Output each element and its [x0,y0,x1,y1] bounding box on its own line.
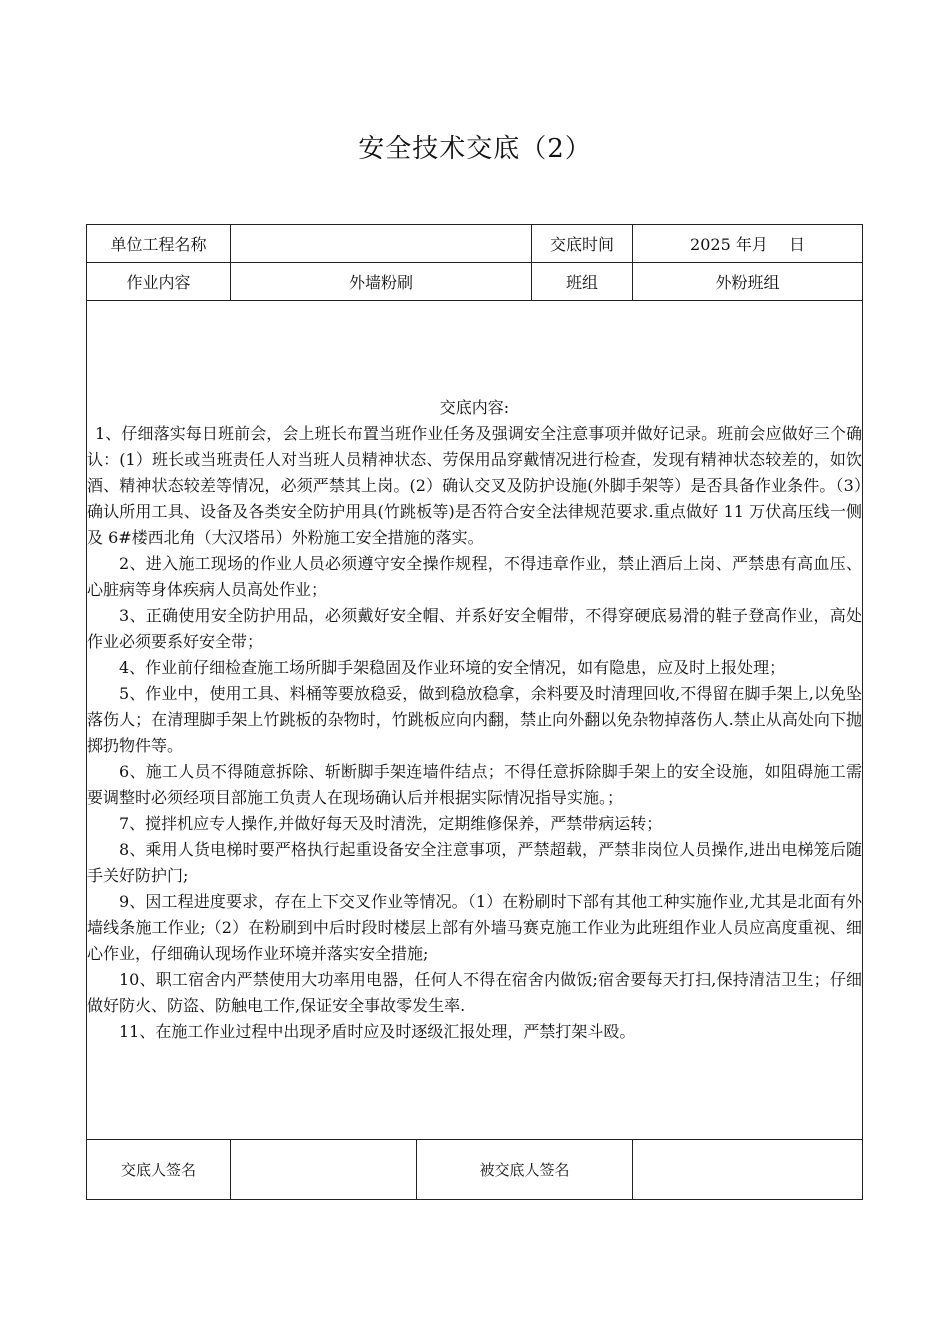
content-row [87,301,863,1140]
team-label: 班组 [532,263,633,301]
safety-briefing-form [86,224,863,1200]
content-item-10: 10、职工宿舍内严禁使用大功率用电器，任何人不得在宿舍内做饭;宿舍要每天打扫,保持清洁卫生；仔细做好防火、防盗、防触电工作,保证安全事故零发生率. [87,970,862,1015]
content-item-9: 9、因工程进度要求，存在上下交叉作业等情况。（1）在粉刷时下部有其他工种实施作业,尤其是北面有外墙线条施工作业;（2）在粉刷到中后时段时楼层上部有外墙马赛克施工作业为此班组作业人员应高度重视、细心作业，仔细确认现场作业环境并落实安全措施; [87,892,862,963]
header-row-1 [87,225,863,263]
briefing-content [87,301,863,1140]
content-item-11: 11、在施工作业过程中出现矛盾时应及时逐级汇报处理，严禁打架斗殴。 [119,1022,636,1041]
work-content-field[interactable]: 外墙粉刷 [231,263,532,301]
content-item-2: 2、进入施工现场的作业人员必须遵守安全操作规程，不得违章作业，禁止酒后上岗、严禁患有高血压、心脏病等身体疾病人员高处作业； [87,554,862,599]
work-content-label: 作业内容 [87,263,231,301]
giver-signature-label: 交底人签名 [87,1140,231,1200]
briefing-time-label: 交底时间 [532,225,633,263]
unit-name-field[interactable] [231,225,532,263]
content-item-8: 8、乘用人货电梯时要严格执行起重设备安全注意事项，严禁超载，严禁非岗位人员操作,进出电梯笼后随手关好防护门; [87,840,862,885]
content-item-5: 5、作业中，使用工具、料桶等要放稳妥，做到稳放稳拿，余料要及时清理回收,不得留在脚手架上,以免坠落伤人；在清理脚手架上竹跳板的杂物时，竹跳板应向内翻，禁止向外翻以免杂物掉落伤人.禁止从高处向下抛掷扔物件等。 [87,684,862,755]
receiver-signature-field[interactable] [633,1140,863,1200]
content-item-6: 6、施工人员不得随意拆除、斩断脚手架连墙件结点；不得任意拆除脚手架上的安全设施，如阻碍施工需要调整时必须经项目部施工负责人在现场确认后并根据实际情况指导实施。； [87,762,862,807]
receiver-signature-label: 被交底人签名 [417,1140,633,1200]
signature-row [87,1140,863,1200]
content-item-4: 4、作业前仔细检查施工场所脚手架稳固及作业环境的安全情况，如有隐患，应及时上报处理； [119,658,786,677]
content-item-7: 7、搅拌机应专人操作,并做好每天及时清洗，定期维修保养，严禁带病运转； [119,814,663,833]
giver-signature-field[interactable] [231,1140,417,1200]
content-heading: 交底内容: [439,398,510,417]
content-item-3: 3、正确使用安全防护用品，必须戴好安全帽、并系好安全帽带，不得穿硬底易滑的鞋子登高作业，高处作业必须要系好安全带； [87,606,862,651]
header-row-2 [87,263,863,301]
team-field[interactable]: 外粉班组 [633,263,863,301]
briefing-time-field[interactable]: 2025 年月 日 [633,225,863,263]
page-title: 安全技术交底（2） [358,134,592,164]
content-item-1: 1、仔细落实每日班前会，会上班长布置当班作业任务及强调安全注意事项并做好记录。班前会应做好三个确认：(1）班长或当班责任人对当班人员精神状态、劳保用品穿戴情况进行检查，发现有精神状态较差的，如饮酒、精神状态较差等情况，必须严禁其上岗。(2）确认交叉及防护设施(外脚手架等）是否具备作业条件。（3）确认所用工具、设备及各类安全防护用具(竹跳板等)是否符合安全法律规范要求.重点做好 11 万伏高压线一侧及 6#楼西北角（大汉塔吊）外粉施工安全措施的落实。 [87,424,862,547]
unit-name-label: 单位工程名称 [87,225,231,263]
